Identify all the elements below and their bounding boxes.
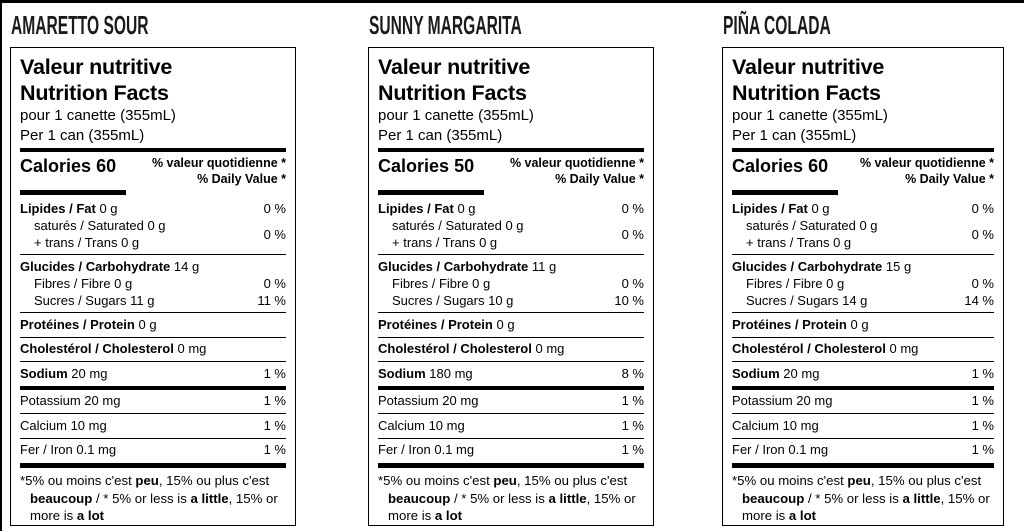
sugars-line: Sucres / Sugars 14 g <box>746 293 868 308</box>
heading-en: Nutrition Facts <box>732 81 881 105</box>
fat-name: Lipides / Fat 0 g <box>378 201 476 216</box>
fat-name: Lipides / Fat 0 g <box>732 201 830 216</box>
iron-percent: 1 % <box>263 442 286 457</box>
sugars-percent: 10 % <box>614 293 644 308</box>
calcium-percent: 1 % <box>971 417 994 433</box>
iron-row <box>378 439 644 463</box>
heading-fr: Valeur nutritive <box>378 55 531 79</box>
fat-name: Lipides / Fat 0 g <box>20 201 118 216</box>
nutrition-facts-box <box>722 47 1004 526</box>
iron-name: Fer / Iron 0.1 mg <box>378 442 475 457</box>
daily-value-header <box>860 156 994 187</box>
calories-underbar <box>378 190 484 195</box>
thick-rule <box>378 463 644 468</box>
heading-fr: Valeur nutritive <box>732 55 885 79</box>
trans-line: + trans / Trans 0 g <box>392 235 498 250</box>
trans-line: + trans / Trans 0 g <box>34 235 140 250</box>
saturated-trans-percent: 0 % <box>971 226 994 242</box>
footnote-text: 5% ou moins c'est peu, 15% ou plus c'est beaucoup / * 5% or less is a little, 15% or more is a lot <box>737 473 990 523</box>
daily-value-footnote <box>732 472 994 525</box>
iron-row <box>732 439 994 463</box>
iron-name: Fer / Iron 0.1 mg <box>20 442 117 457</box>
fat-section <box>732 197 994 254</box>
sodium-percent: 8 % <box>621 365 644 381</box>
cholesterol-name: Cholestérol / Cholesterol 0 mg <box>378 341 565 356</box>
trans-line: + trans / Trans 0 g <box>746 235 852 250</box>
serving-size-fr: pour 1 canette (355mL) <box>378 107 534 124</box>
sodium-name: Sodium 20 mg <box>732 365 820 381</box>
carbohydrate-section <box>20 255 286 312</box>
serving-size-en: Per 1 can (355mL) <box>732 126 857 144</box>
sodium-percent: 1 % <box>263 365 286 381</box>
carbohydrate-name: Glucides / Carbohydrate 15 g <box>732 259 912 274</box>
nutrition-label <box>722 10 1004 526</box>
potassium-name: Potassium 20 mg <box>378 393 479 408</box>
fibre-percent: 0 % <box>263 276 286 291</box>
thick-rule <box>20 463 286 468</box>
protein-name: Protéines / Protein 0 g <box>732 316 869 332</box>
sugars-line: Sucres / Sugars 11 g <box>34 293 155 308</box>
saturated-trans-lines <box>20 217 166 251</box>
carbohydrate-section <box>378 255 644 312</box>
heading-en: Nutrition Facts <box>20 81 169 105</box>
fat-percent: 0 % <box>263 201 286 216</box>
potassium-name: Potassium 20 mg <box>20 393 121 408</box>
nutrition-facts-box <box>10 47 296 526</box>
calcium-name: Calcium 10 mg <box>732 417 819 433</box>
iron-percent: 1 % <box>621 442 644 457</box>
calcium-name: Calcium 10 mg <box>20 417 107 433</box>
calories-value <box>732 156 828 176</box>
calcium-row <box>732 414 994 438</box>
cholesterol-name: Cholestérol / Cholesterol 0 mg <box>20 341 207 356</box>
calories-row <box>20 152 286 189</box>
saturated-line: saturés / Saturated 0 g <box>746 218 878 233</box>
heading-fr: Valeur nutritive <box>20 55 173 79</box>
potassium-percent: 1 % <box>621 393 644 408</box>
serving-size-fr: pour 1 canette (355mL) <box>732 107 888 124</box>
calories-number: 60 <box>808 156 829 176</box>
saturated-trans-percent: 0 % <box>621 226 644 242</box>
potassium-percent: 1 % <box>263 393 286 408</box>
daily-value-footnote <box>20 472 286 525</box>
daily-value-header-en: % Daily Value * <box>555 171 644 186</box>
serving-size-en: Per 1 can (355mL) <box>378 126 503 144</box>
protein-row <box>732 313 994 337</box>
protein-row <box>20 313 286 337</box>
calcium-row <box>20 414 286 438</box>
fat-percent: 0 % <box>971 201 994 216</box>
nutrition-label <box>10 10 296 526</box>
sugars-percent: 11 % <box>257 293 286 308</box>
iron-name: Fer / Iron 0.1 mg <box>732 442 829 457</box>
carbohydrate-section <box>732 255 994 312</box>
cocktail-title: AMARETTO SOUR <box>11 10 149 40</box>
calcium-percent: 1 % <box>263 417 286 433</box>
daily-value-footnote <box>378 472 644 525</box>
calories-label: Calories <box>378 156 450 176</box>
cholesterol-row <box>378 338 644 362</box>
calories-label: Calories <box>20 156 92 176</box>
potassium-row <box>20 390 286 414</box>
calcium-row <box>378 414 644 438</box>
protein-name: Protéines / Protein 0 g <box>20 316 157 332</box>
footnote-asterisk: * <box>732 473 738 488</box>
serving-size-fr: pour 1 canette (355mL) <box>20 107 176 124</box>
heading-en: Nutrition Facts <box>378 81 527 105</box>
daily-value-header-fr: % valeur quotidienne * <box>859 156 994 170</box>
potassium-percent: 1 % <box>971 393 994 408</box>
carbohydrate-name: Glucides / Carbohydrate 11 g <box>378 259 557 274</box>
saturated-trans-percent: 0 % <box>263 226 286 242</box>
fibre-percent: 0 % <box>621 276 644 291</box>
carbohydrate-name: Glucides / Carbohydrate 14 g <box>20 259 200 274</box>
nutrition-label <box>368 10 654 526</box>
fat-percent: 0 % <box>621 201 644 216</box>
protein-name: Protéines / Protein 0 g <box>378 316 515 332</box>
sugars-line: Sucres / Sugars 10 g <box>392 293 514 308</box>
saturated-trans-lines <box>732 217 878 251</box>
fibre-line: Fibres / Fibre 0 g <box>34 276 133 291</box>
daily-value-header-fr: % valeur quotidienne * <box>151 156 286 170</box>
fibre-line: Fibres / Fibre 0 g <box>392 276 491 291</box>
daily-value-header-en: % Daily Value * <box>197 171 286 186</box>
cocktail-title: SUNNY MARGARITA <box>369 10 522 40</box>
daily-value-header <box>152 156 286 187</box>
footnote-asterisk: * <box>20 473 26 488</box>
fibre-line: Fibres / Fibre 0 g <box>746 276 845 291</box>
sodium-row <box>732 362 994 386</box>
calcium-name: Calcium 10 mg <box>378 417 465 433</box>
sodium-name: Sodium 20 mg <box>20 365 108 381</box>
cholesterol-row <box>732 338 994 362</box>
calories-row <box>732 152 994 189</box>
saturated-line: saturés / Saturated 0 g <box>34 218 166 233</box>
serving-size-en: Per 1 can (355mL) <box>20 126 145 144</box>
iron-row <box>20 439 286 463</box>
footnote-asterisk: * <box>378 473 384 488</box>
footnote-text: 5% ou moins c'est peu, 15% ou plus c'est beaucoup / * 5% or less is a little, 15% or more is a lot <box>25 473 278 523</box>
fibre-percent: 0 % <box>971 276 994 291</box>
cocktail-title: PIÑA COLADA <box>723 10 831 40</box>
saturated-trans-lines <box>378 217 524 251</box>
calories-number: 60 <box>96 156 117 176</box>
fat-section <box>20 197 286 254</box>
calories-number: 50 <box>454 156 475 176</box>
sodium-row <box>378 362 644 386</box>
potassium-name: Potassium 20 mg <box>732 393 833 408</box>
daily-value-header <box>510 156 644 187</box>
thick-rule <box>732 463 994 468</box>
potassium-row <box>732 390 994 414</box>
fat-section <box>378 197 644 254</box>
calories-row <box>378 152 644 189</box>
footnote-text: 5% ou moins c'est peu, 15% ou plus c'est beaucoup / * 5% or less is a little, 15% or more is a lot <box>383 473 636 523</box>
calories-value <box>20 156 116 176</box>
sugars-percent: 14 % <box>964 293 994 308</box>
calories-underbar <box>732 190 838 195</box>
saturated-line: saturés / Saturated 0 g <box>392 218 524 233</box>
iron-percent: 1 % <box>971 442 994 457</box>
calories-underbar <box>20 190 126 195</box>
sodium-row <box>20 362 286 386</box>
daily-value-header-fr: % valeur quotidienne * <box>509 156 644 170</box>
calories-label: Calories <box>732 156 804 176</box>
cholesterol-name: Cholestérol / Cholesterol 0 mg <box>732 341 919 356</box>
nutrition-facts-box <box>368 47 654 526</box>
daily-value-header-en: % Daily Value * <box>905 171 994 186</box>
sodium-name: Sodium 180 mg <box>378 365 473 381</box>
potassium-row <box>378 390 644 414</box>
protein-row <box>378 313 644 337</box>
calcium-percent: 1 % <box>621 417 644 433</box>
sodium-percent: 1 % <box>971 365 994 381</box>
calories-value <box>378 156 474 176</box>
cholesterol-row <box>20 338 286 362</box>
